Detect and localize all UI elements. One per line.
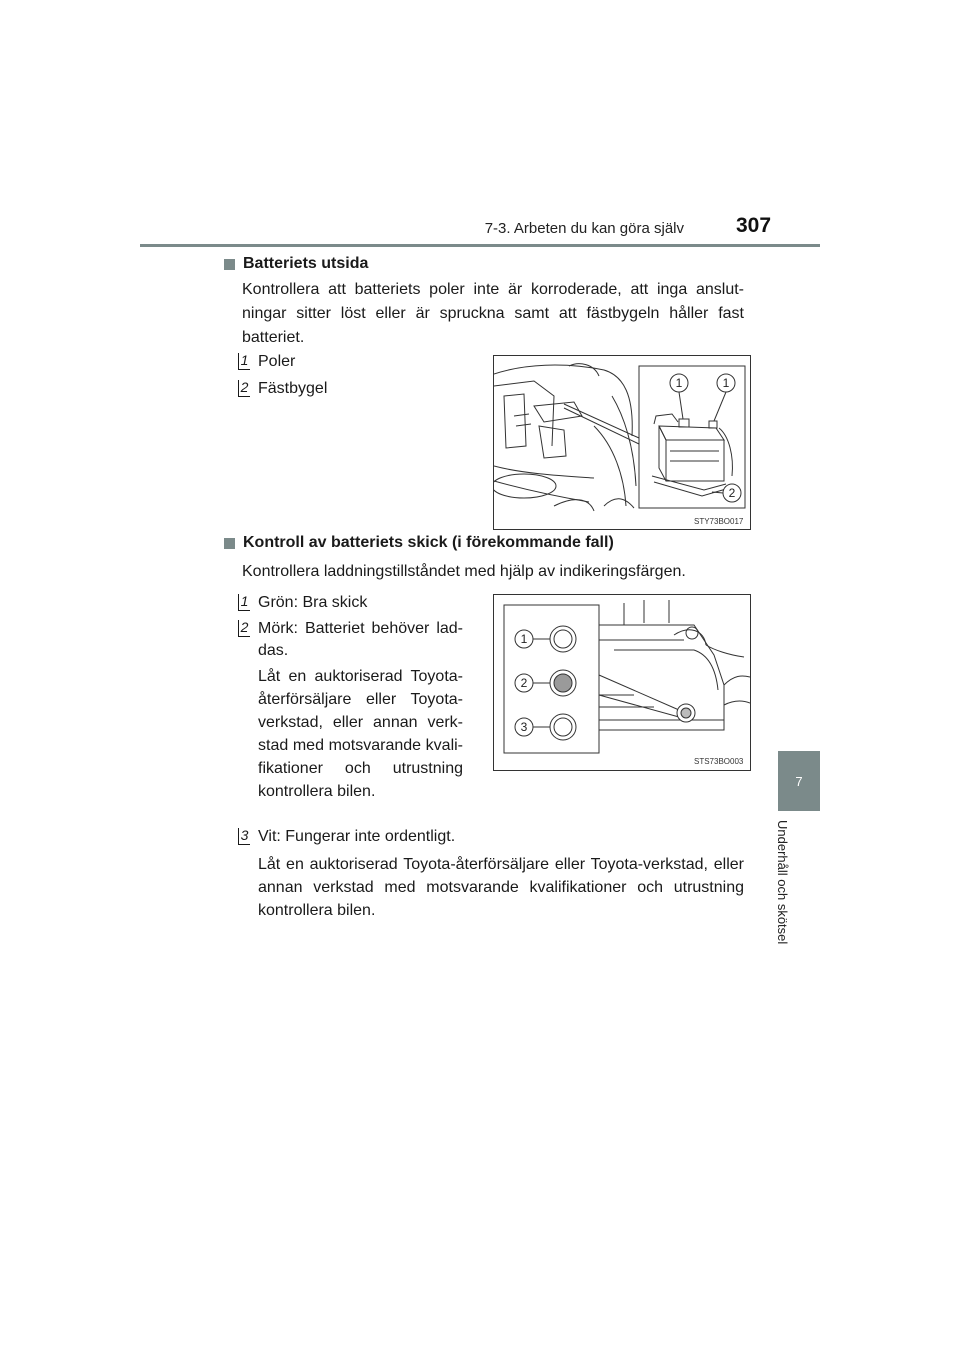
item2-note-line: återförsäljare eller Toyota- xyxy=(258,691,463,708)
item2-note-line: Låt en auktoriserad Toyota- xyxy=(258,668,463,685)
battery-engine-bay-drawing xyxy=(494,356,750,529)
callout-label: 3 xyxy=(520,720,528,734)
item3-note-line: kontrollera bilen. xyxy=(258,902,376,919)
chapter-title: Underhåll och skötsel xyxy=(775,820,790,945)
running-header-section: 7-3. Arbeten du kan göra själv xyxy=(484,220,684,237)
item-label-white: Vit: Fungerar inte ordentligt. xyxy=(258,828,456,845)
battery-indicator-drawing xyxy=(494,595,750,770)
item-number-badge: 3 xyxy=(238,828,250,845)
item-number-badge: 2 xyxy=(238,380,250,397)
section-heading-text: Batteriets utsida xyxy=(243,255,369,272)
callout-label: 2 xyxy=(728,486,736,500)
battery-indicator-illustration xyxy=(493,594,751,771)
heading-bullet-icon xyxy=(224,538,235,549)
item-number-badge: 1 xyxy=(238,353,250,370)
callout-label: 1 xyxy=(722,376,730,390)
section1-paragraph: Kontrollera att batteriets poler inte är korroderade, att inga anslut-ningar sitter löst eller är spruckna samt att fästbygeln håller fast batteriet. xyxy=(242,281,744,346)
section-heading-text: Kontroll av batteriets skick (i förekommande fall) xyxy=(243,534,614,551)
item-label-dark-line1: Mörk: Batteriet behöver lad- xyxy=(258,620,463,637)
page-number: 307 xyxy=(736,214,772,237)
item-label-green: Grön: Bra skick xyxy=(258,594,368,611)
item3-note-line: annan verkstad med motsvarande kvalifikationer och utrustning xyxy=(258,879,744,896)
item-number-badge: 1 xyxy=(238,594,250,611)
figure-code: STY73BO017 xyxy=(694,517,744,526)
item-label-dark-line2: das. xyxy=(258,642,289,659)
battery-exterior-illustration xyxy=(493,355,751,530)
callout-label: 1 xyxy=(520,632,528,646)
item2-note-line: kontrollera bilen. xyxy=(258,783,376,800)
item2-note-line: fikationer och utrustning xyxy=(258,760,463,777)
section-heading-battery-condition xyxy=(224,531,614,555)
chapter-tab xyxy=(778,751,820,811)
chapter-title-vertical xyxy=(775,820,808,980)
figure-code: STS73BO003 xyxy=(694,757,744,766)
item3-note-line: Låt en auktoriserad Toyota-återförsäljare eller Toyota-verkstad, eller xyxy=(258,856,744,873)
item-label-bracket: Fästbygel xyxy=(258,380,328,397)
item-label-terminals: Poler xyxy=(258,353,296,370)
heading-bullet-icon xyxy=(224,259,235,270)
header-divider xyxy=(140,244,820,247)
chapter-number: 7 xyxy=(795,773,803,789)
callout-label: 1 xyxy=(675,376,683,390)
item2-note-line: verkstad, eller annan verk- xyxy=(258,714,463,731)
item-number-badge: 2 xyxy=(238,620,250,637)
section-heading-battery-exterior xyxy=(224,252,368,276)
section2-paragraph: Kontrollera laddningstillståndet med hjälp av indikeringsfärgen. xyxy=(242,563,686,580)
callout-label: 2 xyxy=(520,676,528,690)
item2-note-line: stad med motsvarande kvali- xyxy=(258,737,463,754)
